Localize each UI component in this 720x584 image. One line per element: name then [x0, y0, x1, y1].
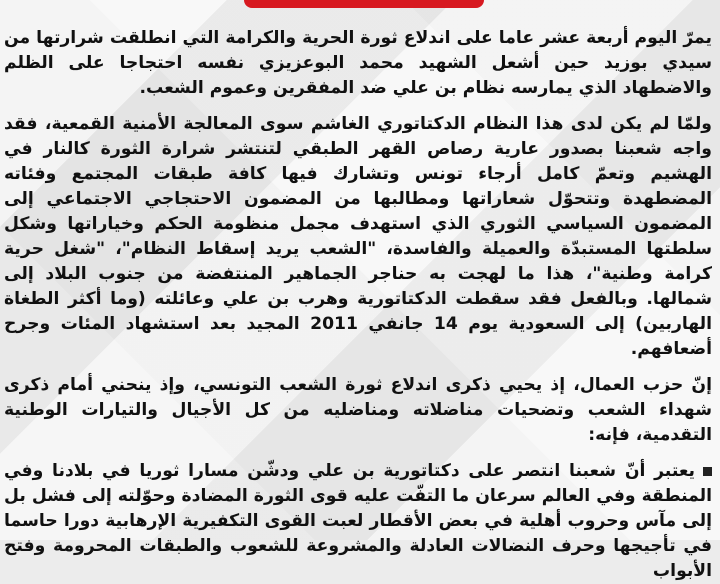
- square-bullet-icon: [703, 467, 712, 476]
- paragraph-party-position: إنّ حزب العمال، إذ يحيي ذكرى اندلاع ثورة الشعب التونسي، وإذ ينحني أمام ذكرى شهداء الشعب وتضحيات مناضلاته ومناضليه من كل الأجيال والتيارات الوطنية التقدمية، فإنه:: [4, 375, 712, 445]
- bullet-item: [4, 459, 712, 584]
- paragraph-anniversary: يمرّ اليوم أربعة عشر عاما على اندلاع ثورة الحرية والكرامة التي انطلقت شرارتها من سيدي بوزيد حين أشعل الشهيد محمد البوعزيزي نفسه احتجاجا على الظلم والاضطهاد الذي يمارسه نظام بن علي ضد المفقرين وعموم الشعب.: [4, 28, 712, 98]
- paragraph-revolution: ولمّا لم يكن لدى هذا النظام الدكتاتوري الغاشم سوى المعالجة الأمنية القمعية، فقد واجه شعبنا بصدور عارية رصاص القهر الطبقي لتنتشر شرارة الثورة كالنار في الهشيم وتعمّ كامل أرجاء تونس وتشارك فيها كافة طبقات المجتمع وفئاته المضطهدة وتتحوّل شعاراتها ومطالبها من المضمون الاحتجاجي الاجتماعي إلى المضمون السياسي الثوري الذي استهدف مجمل منظومة الحكم وخياراتها وشكل سلطتها المستبدّة والعميلة والفاسدة، "الشعب يريد إسقاط النظام"، "شغل حرية كرامة وطنية"، هذا ما لهجت به حناجر الجماهير المنتفضة من جنوب البلاد إلى شمالها. وبالفعل فقد سقطت الدكتاتورية وهرب بن علي وعائلته (وما أكثر الطغاة الهاربين) إلى السعودية يوم 14 جانفي 2011 المجيد بعد استشهاد المئات وجرح أضعافهم.: [4, 114, 712, 359]
- header-accent-bar: [244, 0, 484, 8]
- statement-document: [4, 26, 712, 584]
- bullet-item-text: يعتبر أنّ شعبنا انتصر على دكتاتورية بن علي ودشّن مسارا ثوريا في بلادنا وفي المنطقة وفي العالم سرعان ما التفّت عليه قوى الثورة المضادة وحوّلته إلى فشل بل إلى مآس وحروب أهلية في بعض الأقطار لعبت القوى التكفيرية الإرهابية دورا حاسما في تأجيجها وحرف النضالات العادلة والمشروعة للشعوب والطبقات المحرومة وفتح الأبواب: [4, 461, 712, 581]
